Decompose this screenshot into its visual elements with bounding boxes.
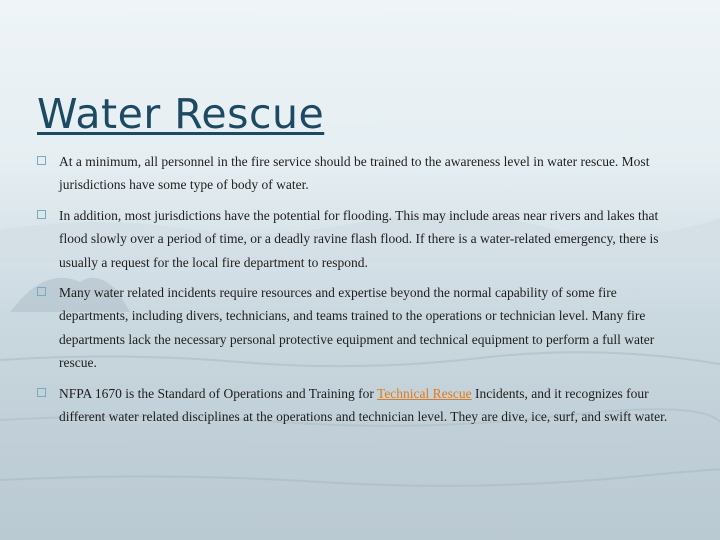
bullet-text: Many water related incidents require resources and expertise beyond the normal capability of some fire departments, including divers, technicians, and teams trained to the operations or technician level. Many fire departments lack the necessary personal protective equipment and technical equipment to perform a full water rescue. xyxy=(59,285,655,371)
bullet-item xyxy=(36,204,676,274)
bullet-text-continued: Incidents, and it recognizes four different water related disciplines at the operations and technician level. They are dive, ice, surf, and swift water. xyxy=(59,385,668,425)
square-outline-bullet-icon xyxy=(37,156,46,165)
square-outline-bullet-icon xyxy=(37,287,46,296)
bullet-text: At a minimum, all personnel in the fire service should be trained to the awareness level in water rescue. Most jurisdictions have some type of body of water. xyxy=(59,154,650,193)
square-outline-bullet-icon xyxy=(37,388,46,397)
bullet-text: In addition, most jurisdictions have the potential for flooding. This may include areas near rivers and lakes that flood slowly over a period of time, or a deadly ravine flash flood. If there is a water-related emergency, there is usually a request for the local fire department to respond. xyxy=(59,207,659,270)
bullet-text: NFPA 1670 is the Standard of Operations and Training for xyxy=(59,385,378,401)
bullet-item xyxy=(36,281,676,375)
bullet-item xyxy=(36,150,676,197)
bullet-item xyxy=(36,382,676,429)
square-outline-bullet-icon xyxy=(37,210,46,219)
slide-title: Water Rescue xyxy=(37,90,325,138)
technical-rescue-link[interactable]: Technical Rescue xyxy=(377,385,472,401)
bullet-list xyxy=(36,150,676,435)
